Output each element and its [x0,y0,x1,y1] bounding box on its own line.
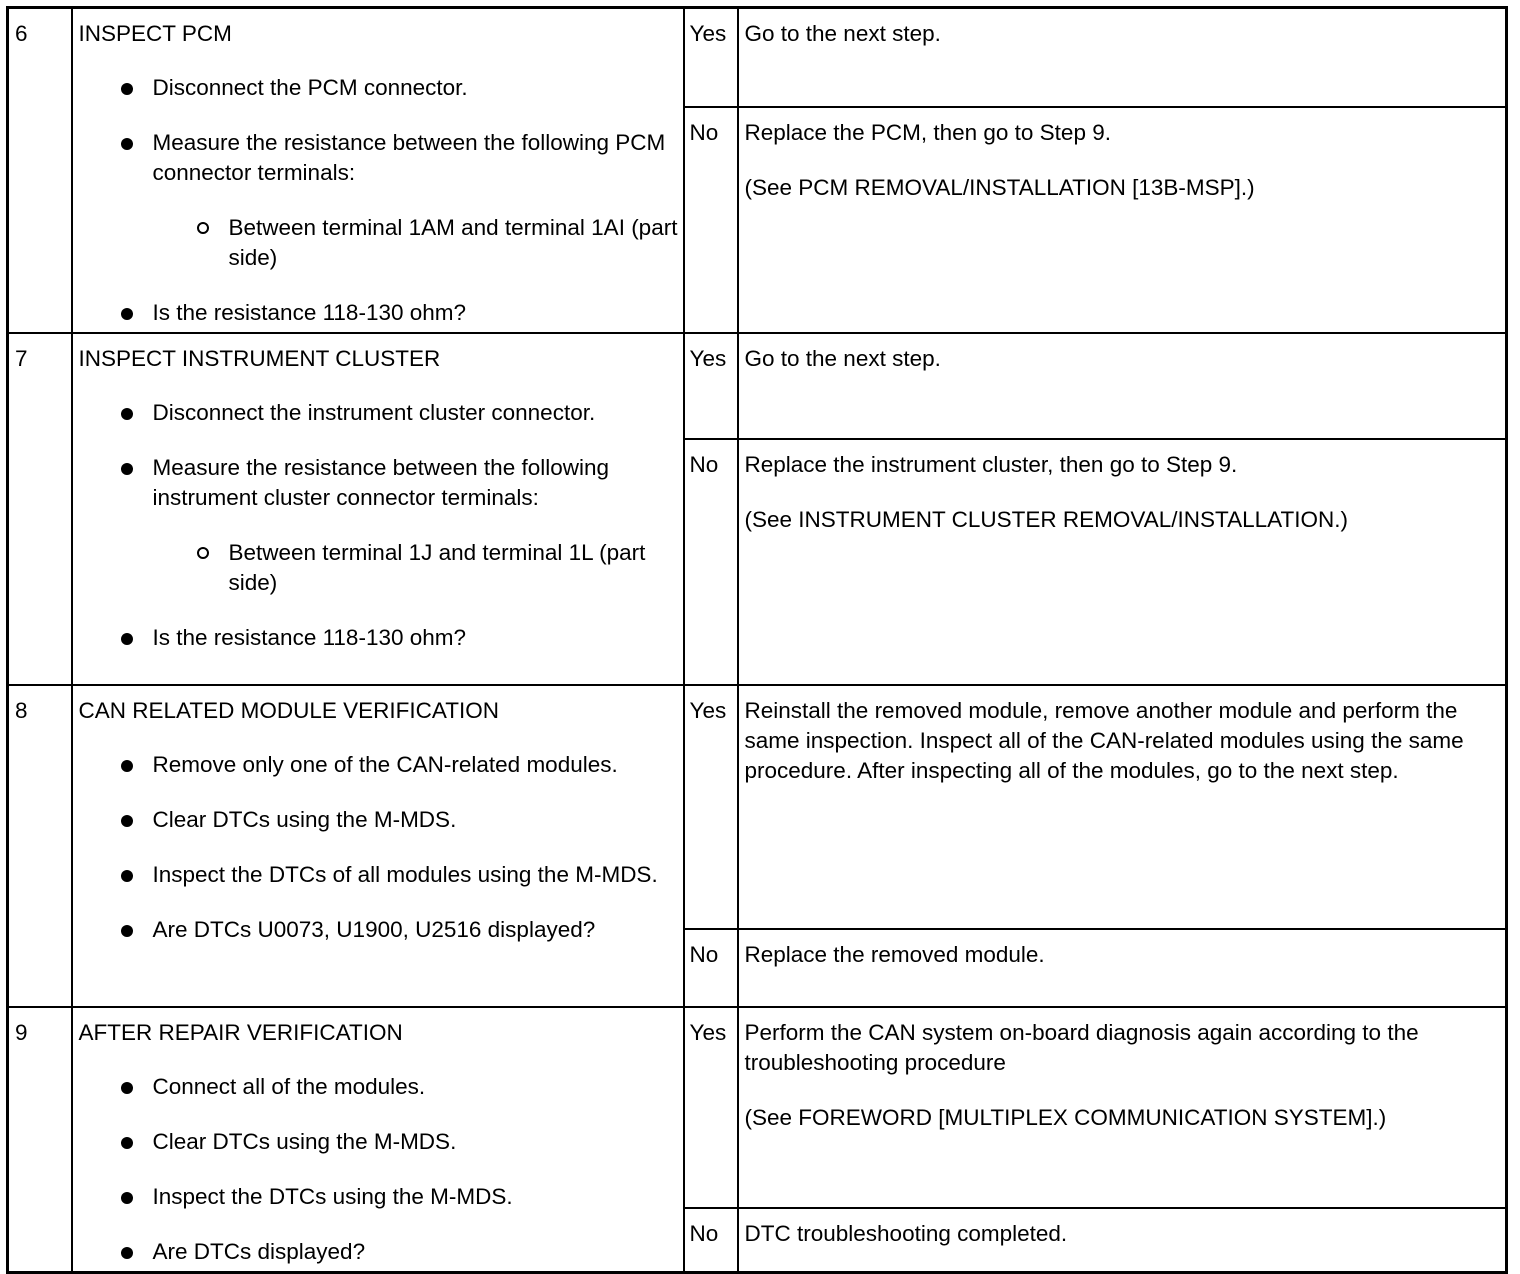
no-label: No [684,107,738,333]
no-action-line: DTC troubleshooting completed. [744,1220,1068,1246]
step-item-text: Is the resistance 118-130 ohm? [152,625,467,650]
step-item [79,398,678,428]
step-item [79,915,678,945]
step-item [79,1237,678,1267]
step-title: INSPECT INSTRUMENT CLUSTER [78,346,441,371]
yes-action [738,8,1507,108]
step-number: 9 [8,1007,72,1273]
yes-action-line: Go to the next step. [744,346,941,371]
step-item-text: Inspect the DTCs using the M-MDS. [152,1184,513,1209]
yes-action [738,1007,1507,1208]
step-subitem: Between terminal 1J and terminal 1L (part side) [153,538,678,598]
step-item-text: Disconnect the instrument cluster connector. [152,400,596,425]
step-item-text: Are DTCs displayed? [152,1239,366,1264]
step-inspection [72,1007,684,1273]
yes-action [738,333,1507,439]
step-items [79,750,678,945]
step-inspection [72,333,684,685]
step-item-text: Clear DTCs using the M-MDS. [152,807,457,832]
no-action [738,1208,1507,1273]
step-item [79,298,678,328]
no-action-line: Replace the PCM, then go to Step 9. [744,120,1111,146]
step-item [79,453,678,598]
step-item-text: Remove only one of the CAN-related modules. [152,752,618,777]
yes-label: Yes [684,8,738,108]
step-item [79,1182,678,1212]
yes-label: Yes [684,1007,738,1208]
step-item [79,805,678,835]
step-number: 7 [8,333,72,685]
step-item [79,750,678,780]
step-title: INSPECT PCM [78,21,232,46]
step-item-text: Disconnect the PCM connector. [152,75,468,100]
step-number: 8 [8,685,72,1007]
step-items [79,398,678,653]
step-item-text: Inspect the DTCs of all modules using the M-MDS. [152,862,658,887]
step-item-text: Clear DTCs using the M-MDS. [152,1129,457,1154]
no-action-reference: (See INSTRUMENT CLUSTER REMOVAL/INSTALLATION.) [744,507,1348,532]
step-item [79,1072,678,1102]
no-action-line: Replace the removed module. [744,942,1045,967]
diagnostic-procedure-table [6,6,1508,1274]
step-item [79,73,678,103]
no-label: No [684,1208,738,1273]
step-item [79,860,678,890]
step-row [8,685,1507,929]
yes-action-line: Perform the CAN system on-board diagnosis again according to the troubleshooting procedure [744,1020,1419,1075]
step-row [8,1007,1507,1208]
step-item-text: Connect all of the modules. [152,1074,426,1099]
no-label: No [684,929,738,1007]
no-action-reference: (See PCM REMOVAL/INSTALLATION [13B-MSP].) [744,175,1255,201]
yes-label: Yes [684,685,738,929]
yes-action-line: Reinstall the removed module, remove another module and perform the same inspection. Inspect all of the CAN-related modules using the same procedure. After inspecting all of the modules, go to the next step. [744,698,1464,783]
step-row [8,8,1507,108]
yes-action [738,685,1507,929]
step-items [79,73,678,328]
step-number: 6 [8,8,72,334]
step-inspection [72,8,684,334]
no-action [738,929,1507,1007]
yes-label: Yes [684,333,738,439]
step-items [79,1072,678,1267]
no-action [738,439,1507,685]
step-item [79,623,678,653]
step-item [79,1127,678,1157]
step-item [79,128,678,273]
step-item-text: Is the resistance 118-130 ohm? [152,300,467,325]
step-title: CAN RELATED MODULE VERIFICATION [78,698,499,723]
step-title: AFTER REPAIR VERIFICATION [78,1020,403,1045]
step-subitem: Between terminal 1AM and terminal 1AI (part side) [153,213,678,273]
step-item-text: Measure the resistance between the following PCM connector terminals: [152,130,666,185]
step-subitems [153,213,678,273]
step-subitems [153,538,678,598]
yes-action-line: Go to the next step. [744,21,941,46]
yes-action-reference: (See FOREWORD [MULTIPLEX COMMUNICATION SYSTEM].) [744,1105,1387,1130]
step-row [8,333,1507,439]
no-label: No [684,439,738,685]
step-item-text: Measure the resistance between the following instrument cluster connector terminals: [152,455,610,510]
no-action [738,107,1507,333]
no-action-line: Replace the instrument cluster, then go to Step 9. [744,452,1238,477]
step-item-text: Are DTCs U0073, U1900, U2516 displayed? [152,917,596,942]
step-inspection [72,685,684,1007]
